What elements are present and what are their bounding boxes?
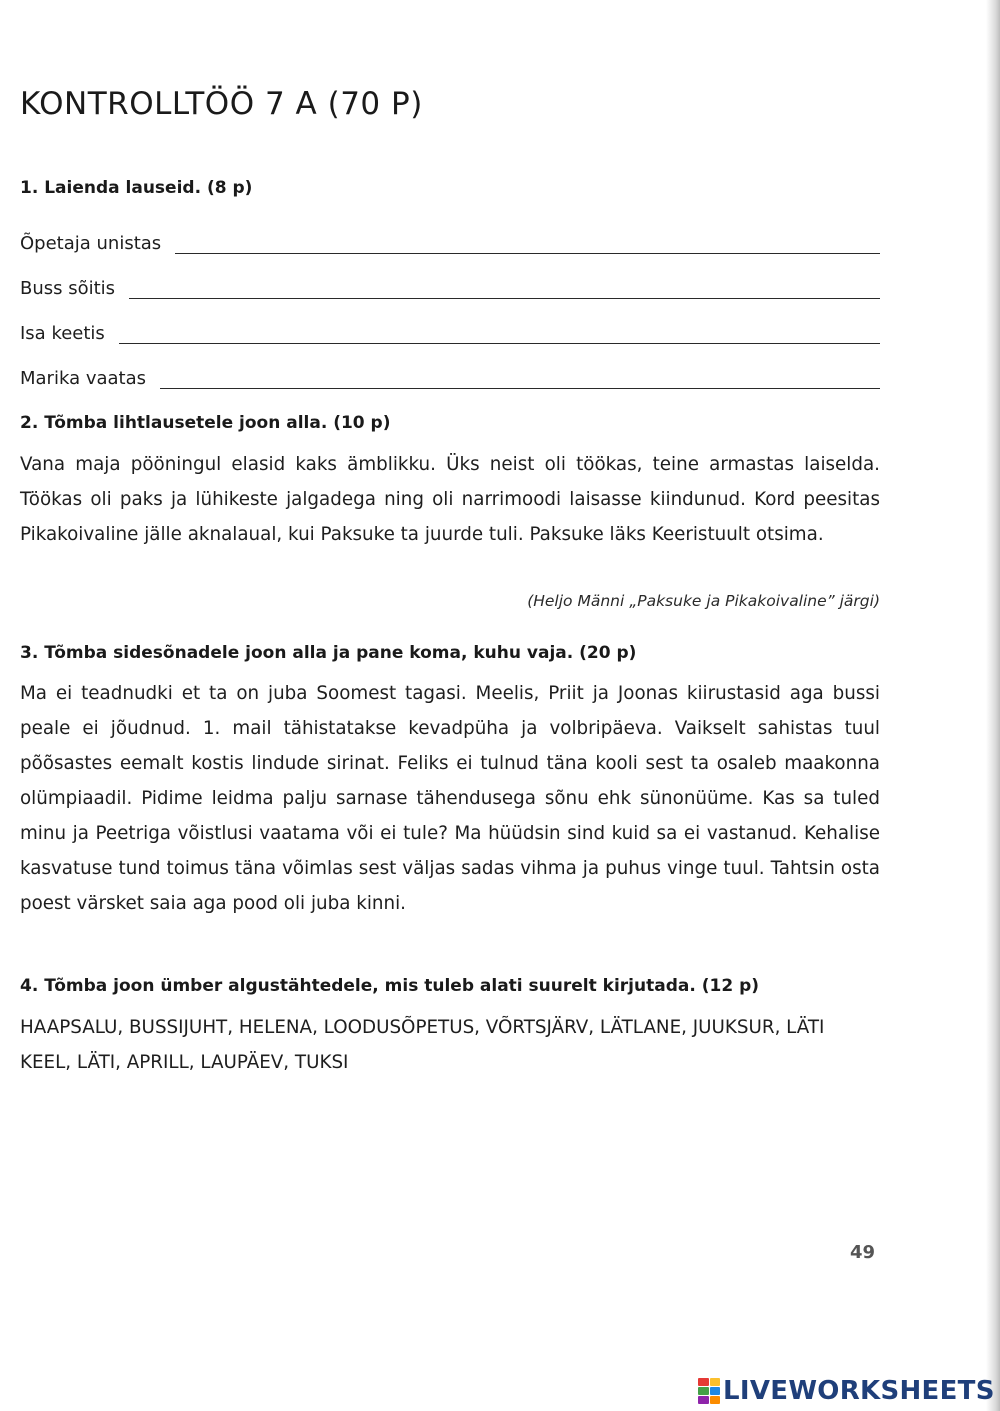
task3-heading: 3. Tõmba sidesõnadele joon alla ja pane koma, kuhu vaja. (20 p) xyxy=(20,643,637,663)
brand-name: LIVEWORKSHEETS xyxy=(723,1376,995,1406)
answer-line[interactable] xyxy=(175,231,880,254)
task2-heading: 2. Tõmba lihtlausetele joon alla. (10 p) xyxy=(20,413,391,433)
logo-block xyxy=(698,1396,709,1404)
logo-block xyxy=(710,1396,721,1404)
answer-line[interactable] xyxy=(160,366,880,389)
answer-line[interactable] xyxy=(129,276,880,299)
fill-row xyxy=(20,359,880,389)
answer-line[interactable] xyxy=(119,321,880,344)
logo-block xyxy=(698,1387,709,1395)
source-citation: (Heljo Männi „Paksuke ja Pikakoivaline” järgi) xyxy=(527,592,880,610)
logo-block xyxy=(698,1378,709,1386)
fill-prompt: Marika vaatas xyxy=(20,368,146,389)
liveworksheets-logo[interactable] xyxy=(698,1374,995,1408)
fill-row xyxy=(20,224,880,254)
task1-heading: 1. Laienda lauseid. (8 p) xyxy=(20,178,253,198)
task4-heading: 4. Tõmba joon ümber algustähtedele, mis tuleb alati suurelt kirjutada. (12 p) xyxy=(20,976,760,996)
fill-prompt: Isa keetis xyxy=(20,323,105,344)
logo-block xyxy=(710,1378,721,1386)
page-number: 49 xyxy=(850,1242,876,1263)
page-title: KONTROLLTÖÖ 7 A (70 P) xyxy=(20,86,423,122)
logo-block xyxy=(710,1387,721,1395)
scan-edge-shadow xyxy=(986,0,1000,1411)
fill-prompt: Õpetaja unistas xyxy=(20,233,162,254)
fill-prompt: Buss sõitis xyxy=(20,278,116,299)
fill-row xyxy=(20,314,880,344)
task4-text: HAAPSALU, BUSSIJUHT, HELENA, LOODUSÕPETUS, VÕRTSJÄRV, LÄTLANE, JUUKSUR, LÄTI KEEL, LÄTI, APRILL, LAUPÄEV, TUKSI xyxy=(20,1017,825,1073)
task3-text: Ma ei teadnudki et ta on juba Soomest tagasi. Meelis, Priit ja Joonas kiirustasid aga bussi peale ei jõudnud. 1. mail tähistatakse kevadpüha ja volbripäeva. Vaikselt sahistas tuul põõsastes eemalt kostis lindude sirinat. Feliks ei tulnud täna kooli sest ta osaleb maakonna olümpiaadil. Pidime leidma palju sarnase tähendusega sõnu ehk sünonüüme. Kas sa tuled minu ja Peetriga võistlusi vaatama või ei tule? Ma hüüdsin sind kuid sa ei vastanud. Kehalise kasvatuse tund toimus täna võimlas sest väljas sadas vihma ja puhus vinge tuul. Tahtsin osta poest värsket saia aga pood oli juba kinni. xyxy=(20,683,880,914)
logo-blocks-icon xyxy=(698,1378,720,1404)
task2-text: Vana maja pööningul elasid kaks ämblikku. Üks neist oli töökas, teine armastas laiselda. Töökas oli paks ja lühikeste jalgadega ning oli narrimoodi laisasse kiindunud. Kord peesitas Pikakoivaline jälle aknalaual, kui Paksuke ta juurde tuli. Paksuke läks Keeristuult otsima. xyxy=(20,454,880,545)
fill-row xyxy=(20,269,880,299)
